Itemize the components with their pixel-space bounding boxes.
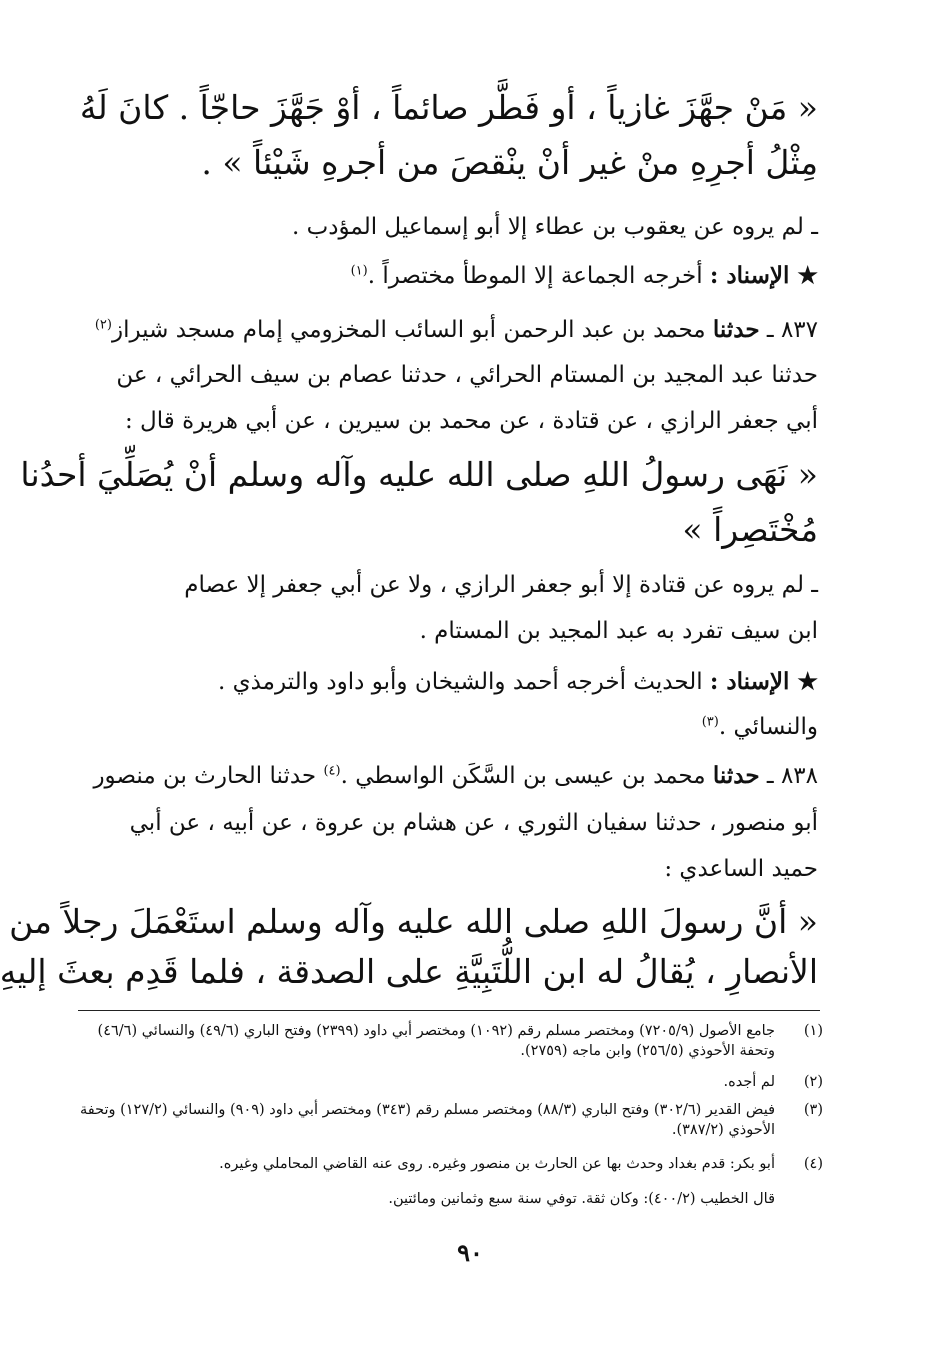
isnad-label: ★ الإسناد :: [709, 262, 818, 289]
footnote-text: قال الخطيب (٤٠٠/٢): وكان ثقة. توفي سنة سبع وثمانين ومائتين.: [388, 1191, 775, 1207]
footnote-text: فيض القدير (٣٠٢/٦) وفتح الباري (٨٨/٣) ومختصر مسلم رقم (٣٤٣) ومختصر أبي داود (٩٠٩) والنسائي (١٢٧/٢) وتحفة الأحوذي (٣٨٧/٢).: [79, 1102, 775, 1138]
footnote-divider: [78, 1010, 820, 1011]
hadith-838-matn-2: الأنصارِ ، يُقالُ له ابن اللُّتَبِيَّةِ على الصدقة ، فلما قَدِم بعثَ إليهِ: [0, 952, 818, 991]
footnote-number: (٣): [803, 1102, 823, 1118]
footnote-text: جامع الأصول (٧٢٠٥/٩) ومختصر مسلم رقم (١٠٩٢) ومختصر أبي داود (٢٣٩٩) وفتح الباري (٤٩/٦) والنسائي (٤٦/٦) وتحفة الأحوذي (٢٥٦/٥) وابن ماجه (٢٧٥٩).: [97, 1023, 775, 1059]
isnad-text: أخرجه الجماعة إلا الموطأ مختصراً .: [367, 263, 703, 289]
haddathana: حدثنا: [712, 762, 760, 789]
haddathana: حدثنا: [712, 316, 760, 343]
hadith-837-matn-1: « نَهَى رسولُ اللهِ صلى الله عليه وآله وسلم أنْ يُصَلِّيَ أحدُنا: [20, 455, 818, 494]
isnad-text: الحديث أخرجه أحمد والشيخان وأبو داود والترمذي .: [217, 669, 703, 695]
chain-text: محمد بن عبد الرحمن أبو السائب المخزومي إمام مسجد شيراز: [111, 317, 706, 343]
footnote-4-continuation: [78, 1190, 823, 1210]
footnote-ref: (٤): [323, 763, 341, 779]
hadith-838-line-3: حميد الساعدي :: [664, 856, 818, 882]
footnote-number: (١): [803, 1023, 823, 1039]
isnad-836: [78, 262, 818, 291]
hadith-838-line-2: أبو منصور ، حدثنا سفيان الثوري ، عن هشام بن عروة ، عن أبيه ، عن أبي: [129, 810, 818, 836]
note-837-line-2: ابن سيف تفرد به عبد المجيد بن المستام .: [419, 618, 818, 644]
note-836: ـ لم يروه عن يعقوب بن عطاء إلا أبو إسماعيل المؤدب .: [292, 214, 818, 240]
footnote-text: لم أجده.: [723, 1074, 775, 1090]
chain-text: محمد بن عيسى بن السَّكَن الواسطي .: [340, 763, 706, 789]
hadith-837-matn-2: مُخْتَصِراً »: [682, 510, 818, 549]
isnad-label: ★ الإسناد :: [709, 668, 818, 695]
isnad-text: والنسائي .: [718, 714, 818, 740]
footnote-ref: (٢): [94, 317, 112, 333]
footnote-2: [78, 1073, 823, 1093]
footnote-ref: (٣): [701, 714, 719, 730]
isnad-837: [78, 668, 818, 697]
footnote-3: [78, 1101, 823, 1140]
footnote-1: [78, 1022, 823, 1061]
hadith-836-line-1: « مَنْ جهَّزَ غازياً ، أو فَطَّر صائماً ، أوْ جَهَّزَ حاجّاً . كانَ لَهُ: [79, 88, 818, 127]
footnote-text: أبو بكر: قدم بغداد وحدث بها عن الحارث بن منصور وغيره. روى عنه القاضي المحاملي وغيره.: [219, 1156, 775, 1172]
note-837-line-1: ـ لم يروه عن قتادة إلا أبو جعفر الرازي ، ولا عن أبي جعفر إلا عصام: [184, 572, 818, 598]
hadith-838-line-1: [78, 762, 818, 791]
hadith-837-line-2: حدثنا عبد المجيد بن المستام الحرائي ، حدثنا عصام بن سيف الحرائي ، عن: [116, 362, 818, 388]
chain-text: حدثنا الحارث بن منصور: [93, 763, 317, 789]
hadith-836-line-2: مِثْلُ أجرِهِ منْ غير أنْ ينْقصَ من أجرهِ شَيْئاً » .: [201, 143, 818, 182]
footnote-number: (٢): [803, 1074, 823, 1090]
isnad-837-line-2: [78, 714, 818, 742]
hadith-number: ٨٣٧ ـ: [766, 317, 818, 343]
footnote-number: (٤): [803, 1156, 823, 1172]
hadith-837-line-1: [78, 316, 818, 345]
footnote-ref: (١): [350, 263, 368, 279]
hadith-number: ٨٣٨ ـ: [766, 763, 818, 789]
hadith-838-matn-1: « أنَّ رسولَ اللهِ صلى الله عليه وآله وسلم استَعْمَلَ رجلاً من: [9, 902, 818, 941]
page-number: ٩٠: [457, 1238, 483, 1267]
footnote-4: [78, 1155, 823, 1175]
hadith-837-line-3: أبي جعفر الرازي ، عن قتادة ، عن محمد بن سيرين ، عن أبي هريرة قال :: [124, 408, 818, 434]
